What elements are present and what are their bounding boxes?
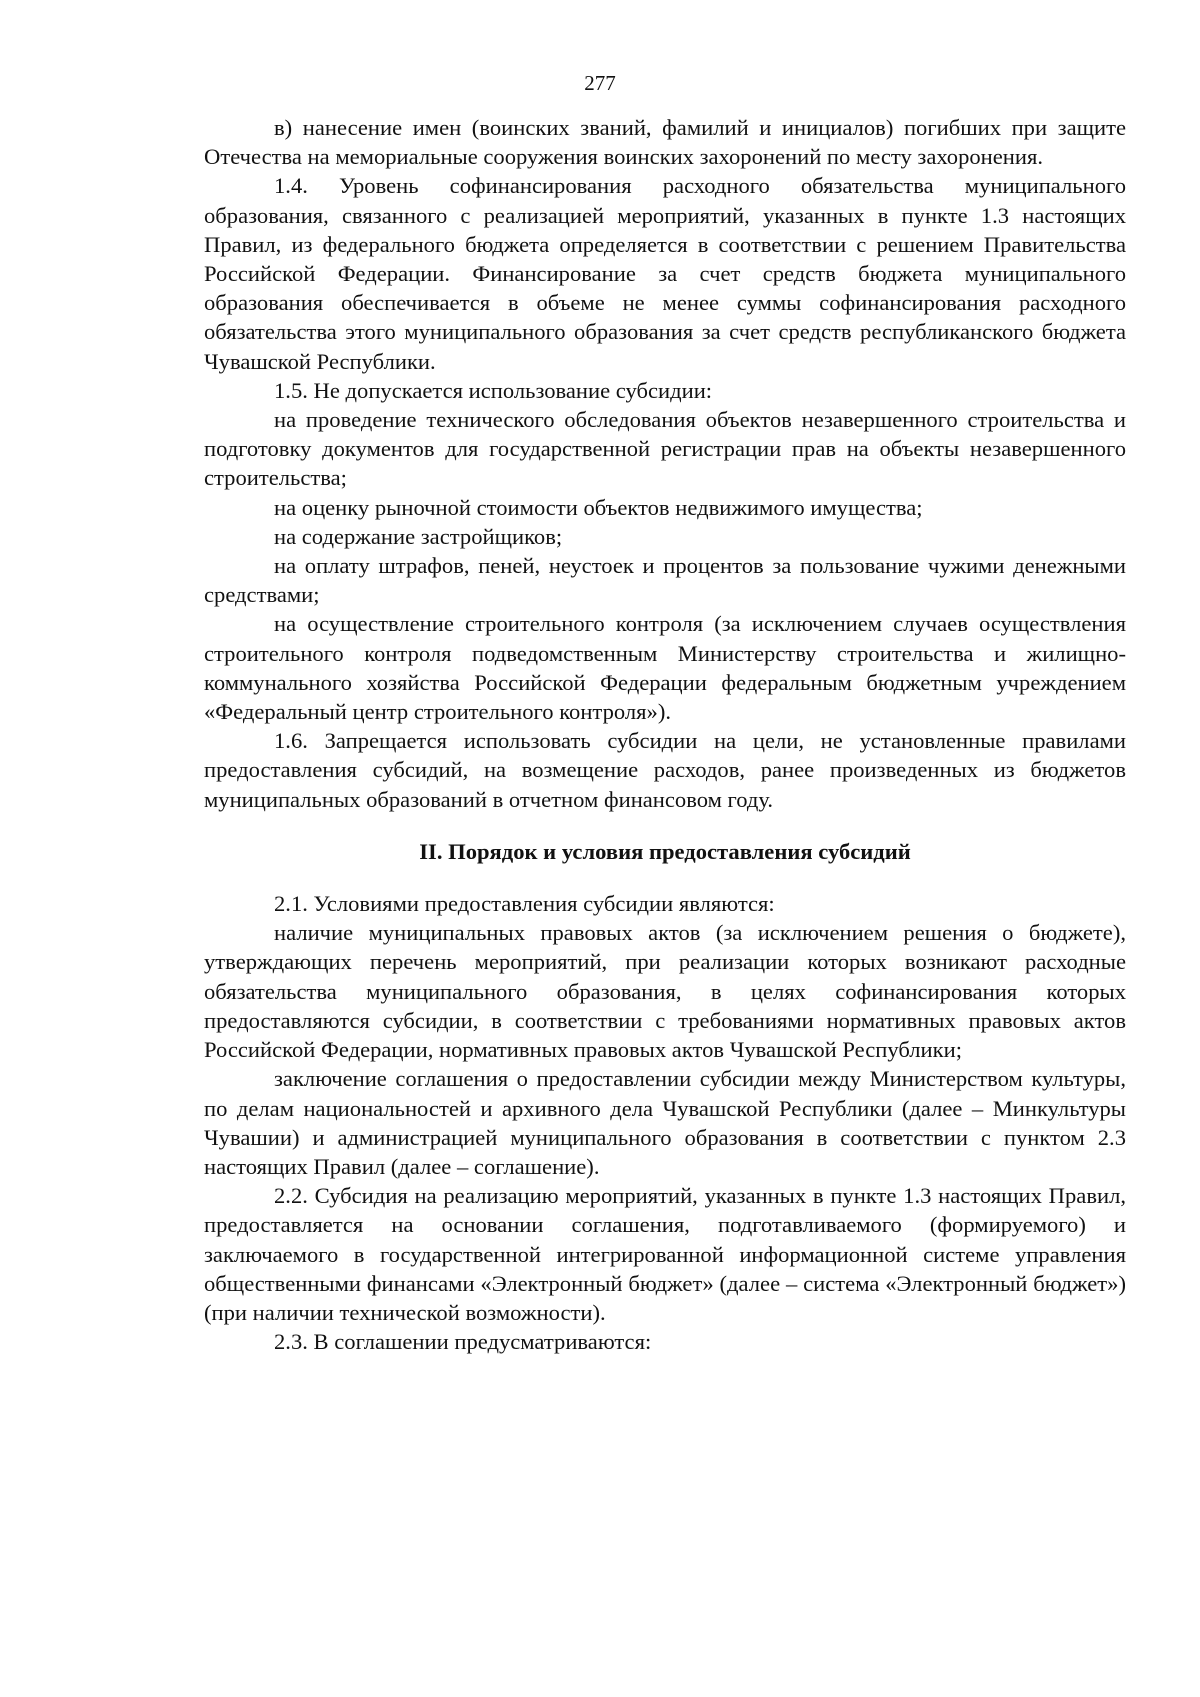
paragraph-2-1: 2.1. Условиями предоставления субсидии являются: xyxy=(274,891,775,917)
list-item: на осуществление строительного контроля (за исключением случаев осуществления строительного контроля подведомственным Министерству строительства и жилищно-коммунального хозяйства Российской Федерации федеральным бюджетным учреждением «Федеральный центр строительного контроля»). xyxy=(204,611,1126,725)
list-item: на проведение технического обследования объектов незавершенного строительства и подготовку документов для государственной регистрации прав на объекты незавершенного строительства; xyxy=(204,407,1126,491)
paragraph-1-5: 1.5. Не допускается использование субсидии: xyxy=(274,377,713,403)
paragraph-1-6: 1.6. Запрещается использовать субсидии на цели, не установленные правилами предоставления субсидий, на возмещение расходов, ранее произведенных из бюджетов муниципальных образований в отчетном финансовом году. xyxy=(204,728,1126,812)
paragraph-2-3: 2.3. В соглашении предусматриваются: xyxy=(274,1329,652,1355)
paragraph-item-v: в) нанесение имен (воинских званий, фамилий и инициалов) погибших при защите Отечества на мемориальные сооружения воинских захоронений по месту захоронения. xyxy=(204,115,1126,170)
list-item: на оценку рыночной стоимости объектов недвижимого имущества; xyxy=(274,494,923,520)
list-item: заключение соглашения о предоставлении субсидии между Министерством культуры, по делам национальностей и архивного дела Чувашской Республики (далее – Минкультуры Чувашии) и администрацией муниципального образования в соответствии с пунктом 2.3 настоящих Правил (далее – соглашение). xyxy=(204,1066,1126,1179)
list-item: на содержание застройщиков; xyxy=(274,523,563,549)
paragraph-1-4: 1.4. Уровень софинансирования расходного обязательства муниципального образования, связанного с реализацией мероприятий, указанных в пункте 1.3 настоящих Правил, из федерального бюджета определяется в соответствии с решением Правительства Российской Федерации. Финансирование за счет средств бюджета муниципального образования обеспечивается в объеме не менее суммы софинансирования расходного обязательства этого муниципального образования за счет средств республиканского бюджета Чувашской Республики. xyxy=(204,173,1126,374)
document-body xyxy=(204,113,1126,1356)
list-item: на оплату штрафов, пеней, неустоек и процентов за пользование чужими денежными средствами; xyxy=(204,553,1126,608)
page-number: 277 xyxy=(584,71,616,95)
paragraph-2-2: 2.2. Субсидия на реализацию мероприятий, указанных в пункте 1.3 настоящих Правил, предоставляется на основании соглашения, подготавливаемого (формируемого) и заключаемого в государственной интегрированной информационной системе управления общественными финансами «Электронный бюджет» (далее – система «Электронный бюджет») (при наличии технической возможности). xyxy=(204,1183,1126,1325)
section-heading: II. Порядок и условия предоставления субсидий xyxy=(419,838,911,864)
list-item: наличие муниципальных правовых актов (за исключением решения о бюджете), утверждающих перечень мероприятий, при реализации которых возникают расходные обязательства муниципального образования, в целях софинансирования которых предоставляются субсидии, в соответствии с требованиями нормативных правовых актов Российской Федерации, нормативных правовых актов Чувашской Республики; xyxy=(204,920,1126,1063)
